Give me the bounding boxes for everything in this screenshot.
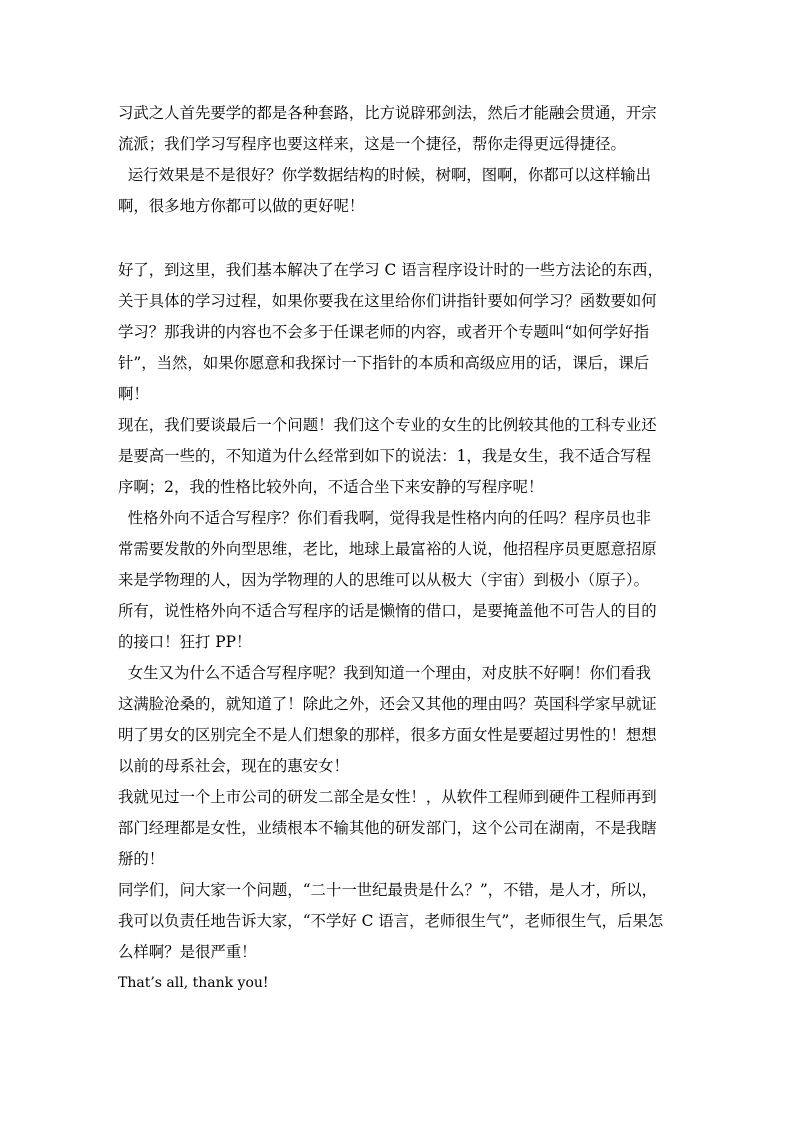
text-line: 这满脸沧桑的，就知道了！除此之外，还会又其他的理由吗？英国科学家早就证 (118, 695, 657, 713)
text-line: 所有，说性格外向不适合写程序的话是懒惰的借口，是要掩盖他不可告人的目的 (118, 602, 657, 620)
text-line: 以前的母系社会，现在的惠安女！ (118, 757, 349, 775)
paragraph (118, 160, 678, 222)
text-line: 针”，当然，如果你愿意和我探讨一下指针的本质和高级应用的话，课后，课后 (118, 354, 650, 372)
text-line: 女生又为什么不适合写程序呢？我到知道一个理由，对皮肤不好啊！你们看我 (118, 664, 652, 682)
text-line: 流派；我们学习写程序也要这样来，这是一个捷径，帮你走得更远得捷径。 (118, 135, 626, 153)
text-line: 是要高一些的，不知道为什么经常到如下的说法：1，我是女生，我不适合写程 (118, 447, 652, 465)
paragraph-spacer (118, 222, 678, 255)
text-line: 性格外向不适合写程序？你们看我啊，觉得我是性格内向的任吗？程序员也非 (118, 509, 652, 527)
paragraph (118, 503, 678, 658)
paragraph (118, 782, 678, 875)
text-line: 掰的！ (118, 850, 165, 868)
paragraph (118, 658, 678, 782)
text-line: 我就见过一个上市公司的研发二部全是女性！，从软件工程师到硬件工程师再到 (118, 788, 657, 806)
text-line: 我可以负责任地告诉大家，“不学好 C 语言，老师很生气”，老师很生气，后果怎 (118, 912, 664, 930)
text-line: 关于具体的学习过程，如果你要我在这里给你们讲指针要如何学习？函数要如何 (118, 292, 657, 310)
document-body (118, 98, 678, 999)
text-line: 常需要发散的外向型思维，老比，地球上最富裕的人说，他招程序员更愿意招原 (118, 540, 657, 558)
paragraph (118, 875, 678, 968)
text-line: 啊，很多地方你都可以做的更好呢！ (118, 197, 365, 215)
text-line: 啊！ (118, 385, 149, 403)
text-line: 的接口！狂打 PP！ (118, 633, 252, 651)
text-line: 学习？那我讲的内容也不会多于任课老师的内容，或者开个专题叫“如何学好指 (118, 323, 650, 341)
text-line: 习武之人首先要学的都是各种套路，比方说辟邪剑法，然后才能融会贯通，开宗 (118, 104, 657, 122)
text-line: 同学们，问大家一个问题，“二十一世纪最贵是什么？”，不错，是人才，所以， (118, 881, 658, 899)
paragraph (118, 255, 678, 410)
paragraph (118, 968, 678, 999)
paragraph (118, 98, 678, 160)
text-line: 序啊；2，我的性格比较外向，不适合坐下来安静的写程序呢！ (118, 478, 544, 496)
text-line: 来是学物理的人，因为学物理的人的思维可以从极大（宇宙）到极小（原子）。 (118, 571, 649, 589)
text-line: 部门经理都是女性，业绩根本不输其他的研发部门，这个公司在湖南，不是我瞎 (118, 819, 657, 837)
text-line: 现在，我们要谈最后一个问题！我们这个专业的女生的比例较其他的工科专业还 (118, 416, 657, 434)
paragraph (118, 410, 678, 503)
text-line: 明了男女的区别完全不是人们想象的那样，很多方面女性是要超过男性的！想想 (118, 726, 657, 744)
text-line: 运行效果是不是很好？你学数据结构的时候，树啊，图啊，你都可以这样输出 (118, 166, 652, 184)
text-line: 么样啊？是很严重！ (118, 943, 257, 961)
closing-line: That’s all, thank you! (118, 975, 269, 991)
text-line: 好了，到这里，我们基本解决了在学习 C 语言程序设计时的一些方法论的东西， (118, 261, 663, 279)
